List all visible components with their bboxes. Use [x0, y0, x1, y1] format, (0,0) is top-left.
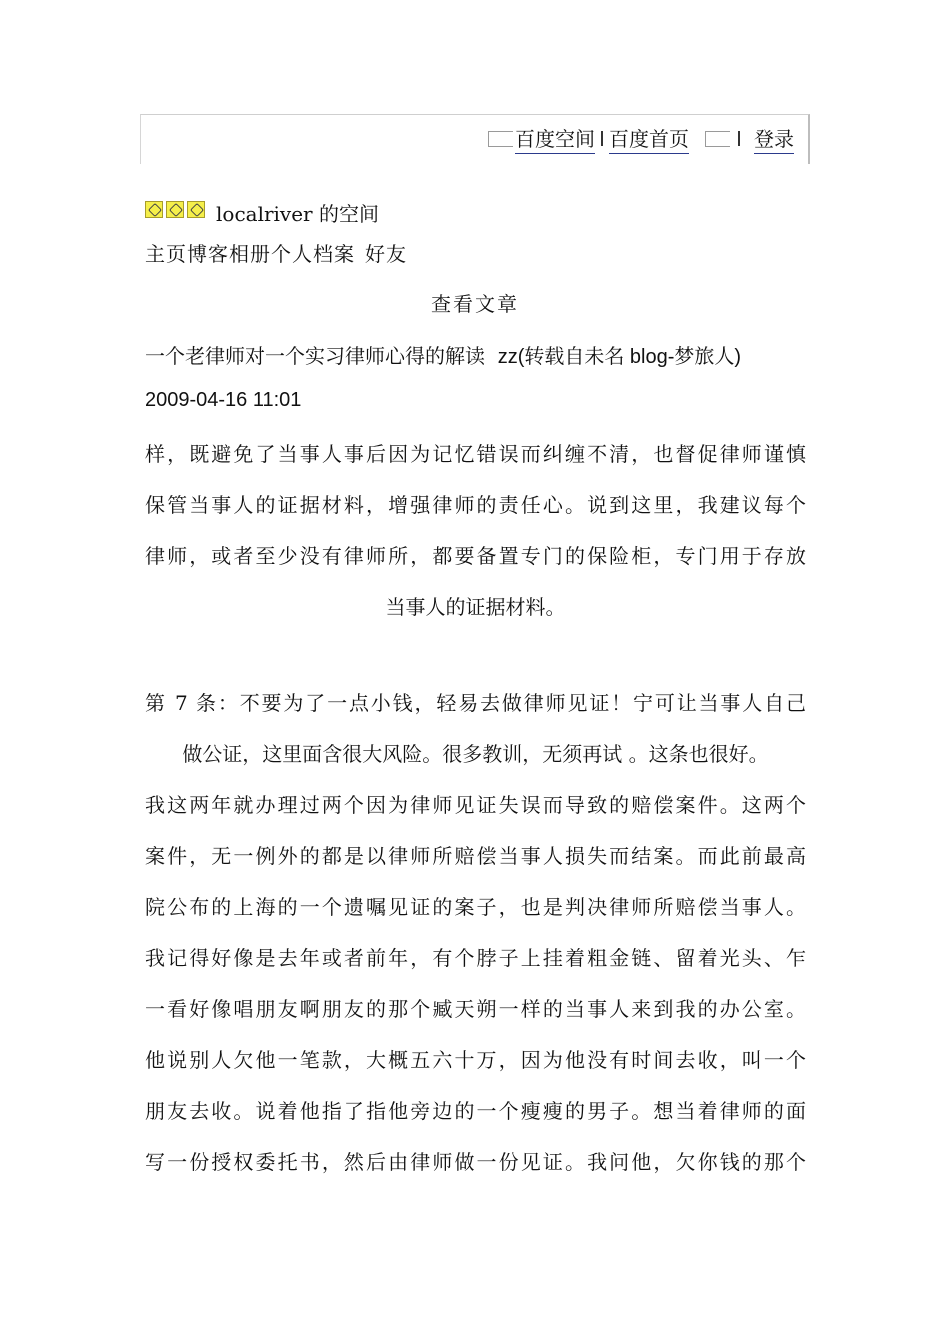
article-title-source: zz(转载自未名 blog-梦旅人)	[497, 346, 742, 368]
article-title-main: 一个老律师对一个实习律师心得的解读	[145, 344, 485, 368]
text-line: 写一份授权委托书，然后由律师做一份见证。我问他，欠你钱的那个	[145, 1150, 806, 1174]
text-line: 他说别人欠他一笔款，大概五六十万，因为他没有时间去收，叫一个	[145, 1048, 806, 1072]
nav-home-link[interactable]: 主页	[145, 242, 187, 266]
nav-album-link[interactable]: 相册	[229, 242, 271, 266]
text-line: 朋友去收。说着他指了指他旁边的一个瘦瘦的男子。想当着律师的面	[145, 1099, 806, 1123]
text-line: 当事人的证据材料。	[385, 595, 566, 619]
text-line: 我记得好像是去年或者前年，有个脖子上挂着粗金链、留着光头、乍	[145, 946, 806, 970]
text-line: 院公布的上海的一个遗嘱见证的案子，也是判决律师所赔偿当事人。	[145, 895, 806, 919]
nav-profile-link[interactable]: 个人档案	[271, 242, 355, 266]
login-link[interactable]: 登录	[754, 123, 794, 154]
text-line: 样，既避免了当事人事后因为记忆错误而纠缠不清，也督促律师谨慎	[145, 442, 806, 466]
text-line: 一看好像唱朋友啊朋友的那个臧天朔一样的当事人来到我的办公室。	[145, 997, 806, 1021]
baidu-home-link[interactable]: 百度首页	[609, 123, 689, 154]
placeholder-box-icon	[705, 131, 730, 147]
badge-icon	[166, 201, 184, 218]
article-date: 2009-04-16 11:01	[145, 389, 302, 411]
text-line: 做公证，这里面含很大风险。很多教训，无须再试 。这条也很好。	[182, 742, 769, 766]
article-title	[145, 340, 741, 369]
badge-icon	[145, 201, 163, 218]
text-line: 我这两年就办理过两个因为律师见证失误而导致的赔偿案件。这两个	[145, 793, 806, 817]
top-nav	[488, 123, 794, 154]
space-nav	[145, 238, 407, 267]
nav-separator	[601, 131, 603, 146]
placeholder-box-icon	[488, 131, 513, 147]
text-line: 案件，无一例外的都是以律师所赔偿当事人损失而结案。而此前最高	[145, 844, 806, 868]
article-paragraph-2	[145, 678, 806, 1188]
nav-separator	[738, 131, 740, 146]
badge-icon	[187, 201, 205, 218]
nav-blog-link[interactable]: 博客	[187, 242, 229, 266]
text-line: 保管当事人的证据材料，增强律师的责任心。说到这里，我建议每个	[145, 493, 806, 517]
baidu-space-link[interactable]: 百度空间	[515, 123, 595, 154]
nav-friends-link[interactable]: 好友	[365, 242, 407, 266]
space-title: localriver 的空间	[216, 202, 379, 226]
top-bar	[140, 114, 810, 164]
article-paragraph-1	[145, 429, 806, 633]
view-article-heading: 查看文章	[431, 292, 519, 316]
text-line: 律师，或者至少没有律师所，都要备置专门的保险柜，专门用于存放	[145, 544, 806, 568]
text-line: 第 7 条：不要为了一点小钱，轻易去做律师见证！宁可让当事人自己	[145, 691, 806, 715]
space-badges	[145, 201, 205, 218]
